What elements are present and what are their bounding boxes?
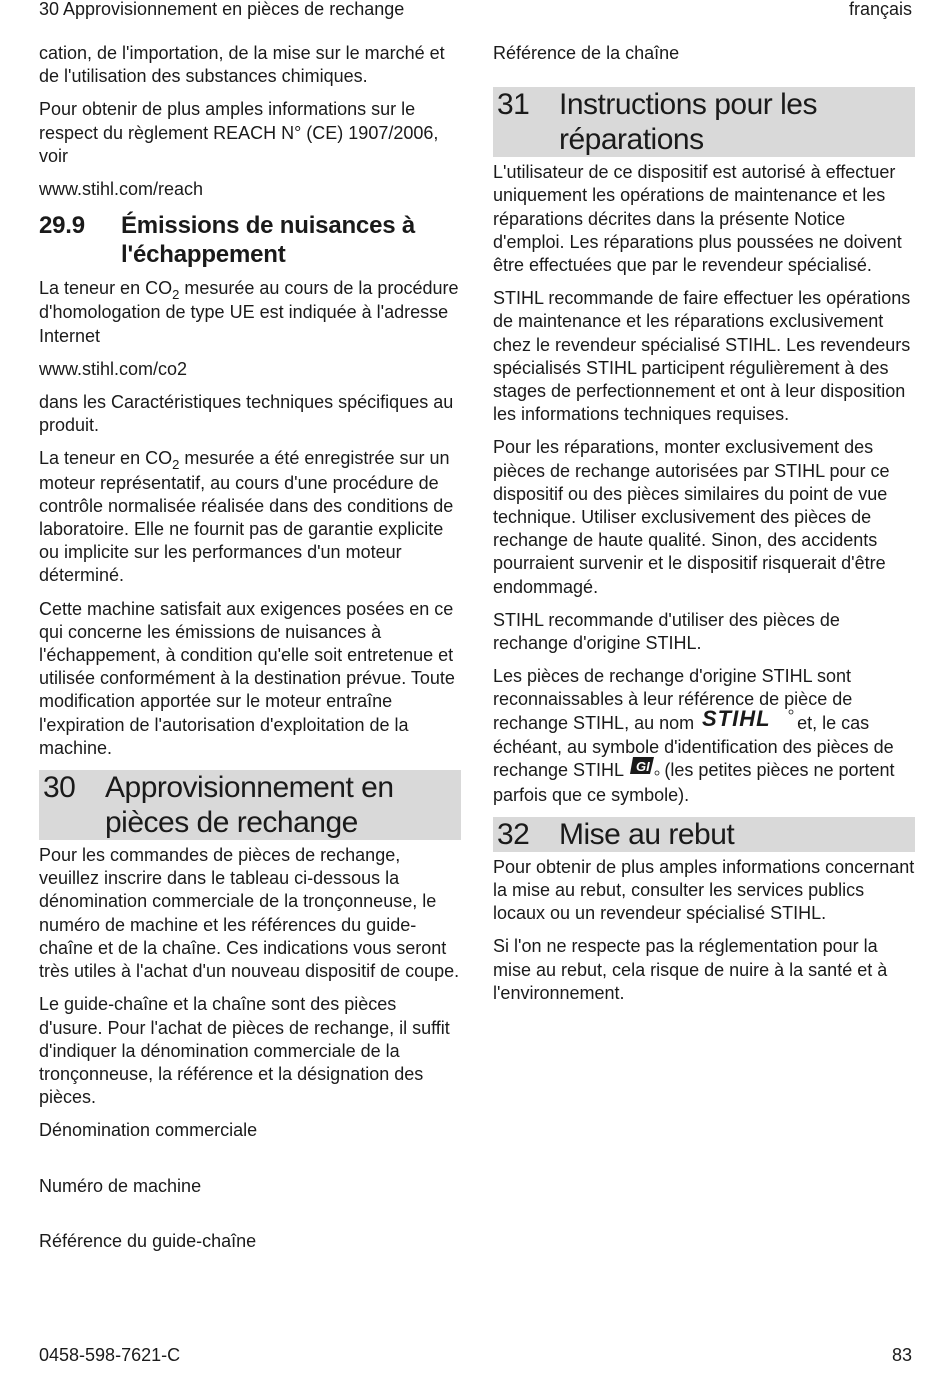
text-fragment: Les pièces de rechange d'origine STIHL sont reconnaissables à leur référence de pièce de rechange STIHL, au nom [493, 666, 853, 733]
field-label-machine-number: Numéro de machine [39, 1175, 202, 1196]
paragraph: Pour les réparations, monter exclusivement des pièces de rechange autorisées par STIHL pour ce dispositif ou des pièces similaires du point de vue technique. Utiliser exclusivement des pièces de rechange de haute qualité. Sinon, des accidents pourraient survenir et le dispositif risquerait d'être endommagé. [493, 437, 890, 597]
section-number: 31 [497, 88, 530, 122]
running-header-language: français [848, 0, 912, 19]
section-title: Émissions de nuisances à l'échappement [121, 212, 415, 269]
url-reach: www.stihl.com/reach [39, 179, 204, 200]
paragraph: Si l'on ne respecte pas la réglementation pour la mise au rebut, cela risque de nuire à la santé et à l'environnement. [493, 936, 888, 1003]
field-label-commercial-name: Dénomination commerciale [39, 1120, 258, 1141]
document-number: 0458-598-7621-C [39, 1345, 181, 1365]
stihl-logo-icon [701, 708, 795, 736]
svg-text:GI: GI [636, 759, 651, 775]
text-fragment: (les petites pièces ne portent parfois que ce symbole). [493, 760, 895, 805]
subscript: 2 [172, 287, 180, 303]
subscript: 2 [172, 457, 180, 473]
text-fragment: et, le cas échéant, au symbole d'identification des pièces de rechange STIHL [493, 712, 894, 781]
section-32-heading [493, 817, 915, 852]
running-header-title: 30 Approvisionnement en pièces de rechange [39, 0, 405, 19]
text-fragment: La teneur en CO [39, 448, 173, 469]
section-title: Instructions pour les réparations [559, 88, 817, 157]
paragraph: Cette machine satisfait aux exigences posées en ce qui concerne les émissions de nuisances à l'échappement, à condition qu'elle soit entretenue et utilisée conformément à la destination prévue. Toute modification apportée sur le moteur entraîne l'expiration de l'autorisation d'exploitation de la machine. [39, 598, 455, 758]
field-label-guide-bar-reference: Référence du guide-chaîne [39, 1230, 257, 1251]
field-label-chain-reference: Référence de la chaîne [493, 43, 680, 63]
section-30-heading [39, 770, 461, 840]
paragraph: L'utilisateur de ce dispositif est autorisé à effectuer uniquement les opérations de maintenance et les réparations décrites dans la présente Notice d'emploi. Les réparations plus poussées ne doivent être effectuées que par le revendeur spécialisé. [493, 162, 902, 276]
paragraph: cation, de l'importation, de la mise sur le marché et de l'utilisation des substances chimiques. [39, 43, 445, 87]
section-31-heading [493, 87, 915, 157]
text-fragment: mesurée a été enregistrée sur un moteur représentatif, au cours d'une procédure de contrôle normalisée réalisée dans des conditions de laboratoire. Elle ne fournit pas de garantie explicite ou implicite sur les performances d'un moteur déterminé. [39, 448, 454, 586]
section-title: Approvisionnement en pièces de rechange [105, 771, 394, 840]
section-number: 29.9 [39, 212, 85, 240]
section-number: 30 [43, 771, 76, 805]
paragraph-co2 [39, 277, 461, 348]
right-column [493, 42, 915, 1015]
paragraph: Pour les commandes de pièces de rechange, veuillez inscrire dans le tableau ci-dessous la dénomination commerciale de la tronçonneuse, le numéro de machine et les références du guide-chaîne et de la chaîne. Ces indications vous seront très utiles à l'achat d'un nouveau dispositif de coupe. [39, 845, 460, 982]
paragraph: Pour obtenir de plus amples informations concernant la mise au rebut, consulter les services publics locaux ou un revendeur spécialisé STIHL. [493, 856, 915, 924]
paragraph: STIHL recommande d'utiliser des pièces de rechange d'origine STIHL. [493, 609, 840, 654]
section-number: 32 [497, 817, 530, 851]
section-29-9-heading [39, 211, 461, 269]
paragraph: dans les Caractéristiques techniques spécifiques au produit. [39, 392, 454, 436]
url-co2: www.stihl.com/co2 [39, 358, 188, 379]
page-number: 83 [891, 1345, 912, 1365]
left-column [39, 42, 461, 1263]
gi-parts-symbol-icon [630, 755, 660, 783]
section-title: Mise au rebut [559, 817, 735, 851]
paragraph-logos [493, 665, 915, 807]
svg-text:STIHL: STIHL [702, 707, 771, 730]
paragraph-co2 [39, 447, 461, 587]
text-fragment: La teneur en CO [39, 278, 173, 299]
text-fragment: mesurée au cours de la procédure d'homologation de type UE est indiquée à l'adresse Internet [39, 278, 459, 346]
paragraph: STIHL recommande de faire effectuer les opérations de maintenance et les réparations exclusivement chez le revendeur spécialisé STIHL. Les revendeurs spécialisés STIHL participent régulièrement à des stages de perfectionnement et ont à leur disposition les informations techniques requises. [493, 288, 911, 425]
paragraph: Le guide-chaîne et la chaîne sont des pièces d'usure. Pour l'achat de pièces de rechange, il suffit d'indiquer la dénomination commerciale de la tronçonneuse, la référence et la désignation des pièces. [39, 994, 450, 1108]
paragraph: Pour obtenir de plus amples informations sur le respect du règlement REACH N° (CE) 1907/2006, voir [39, 99, 439, 166]
